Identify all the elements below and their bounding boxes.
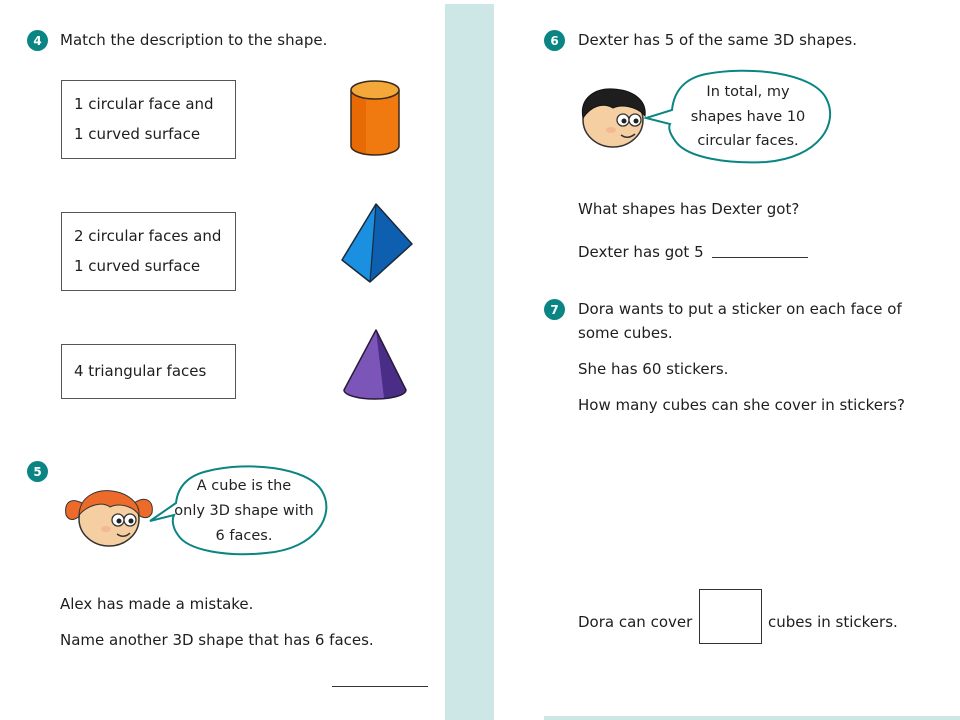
q5-statement: Alex has made a mistake. — [60, 595, 254, 613]
dexter-speech-bubble — [644, 68, 840, 166]
q7-answer-box[interactable] — [699, 589, 762, 644]
q6-answer-prefix: Dexter has got 5 — [578, 243, 704, 261]
alex-character-icon — [62, 483, 156, 549]
alex-speech-bubble — [148, 463, 334, 559]
question-number-7: 7 — [544, 299, 565, 320]
q5-answer-line[interactable] — [332, 686, 428, 687]
dexter-bubble-line-1: In total, my — [706, 84, 790, 100]
q7-fact: She has 60 stickers. — [578, 360, 729, 378]
pyramid-icon[interactable] — [340, 200, 416, 286]
alex-bubble-line-3: 6 faces. — [215, 528, 273, 544]
question-number-4: 4 — [27, 30, 48, 51]
q7-prompt-line-2: some cubes. — [578, 324, 673, 342]
alex-bubble-line-2: only 3D shape with — [174, 503, 314, 519]
description-box-1[interactable] — [61, 80, 236, 159]
q6-prompt: Dexter has 5 of the same 3D shapes. — [578, 31, 857, 49]
q7-answer-after: cubes in stickers. — [768, 613, 898, 631]
description-2-line-1: 2 circular faces and — [74, 227, 222, 245]
footer-rule — [544, 716, 960, 720]
q5-question: Name another 3D shape that has 6 faces. — [60, 631, 374, 649]
q7-answer-before: Dora can cover — [578, 613, 693, 631]
description-1-line-1: 1 circular face and — [74, 95, 214, 113]
q4-prompt: Match the description to the shape. — [60, 31, 328, 49]
description-1-line-2: 1 curved surface — [74, 125, 201, 143]
dexter-bubble-line-3: circular faces. — [697, 133, 799, 149]
question-number-6: 6 — [544, 30, 565, 51]
q6-answer-line[interactable] — [712, 257, 808, 258]
description-3-line-1: 4 triangular faces — [74, 362, 207, 380]
cone-icon[interactable] — [340, 326, 410, 402]
cylinder-icon[interactable] — [346, 78, 404, 160]
description-2-line-2: 1 curved surface — [74, 257, 201, 275]
description-box-2[interactable] — [61, 212, 236, 291]
dexter-bubble-line-2: shapes have 10 — [690, 109, 806, 125]
page-divider — [445, 4, 494, 720]
question-number-5: 5 — [27, 461, 48, 482]
dexter-character-icon — [577, 86, 651, 150]
q7-prompt-line-1: Dora wants to put a sticker on each face of — [578, 300, 902, 318]
q7-question: How many cubes can she cover in stickers? — [578, 396, 905, 414]
description-box-3[interactable] — [61, 344, 236, 399]
q6-question: What shapes has Dexter got? — [578, 200, 800, 218]
alex-bubble-line-1: A cube is the — [196, 478, 292, 494]
